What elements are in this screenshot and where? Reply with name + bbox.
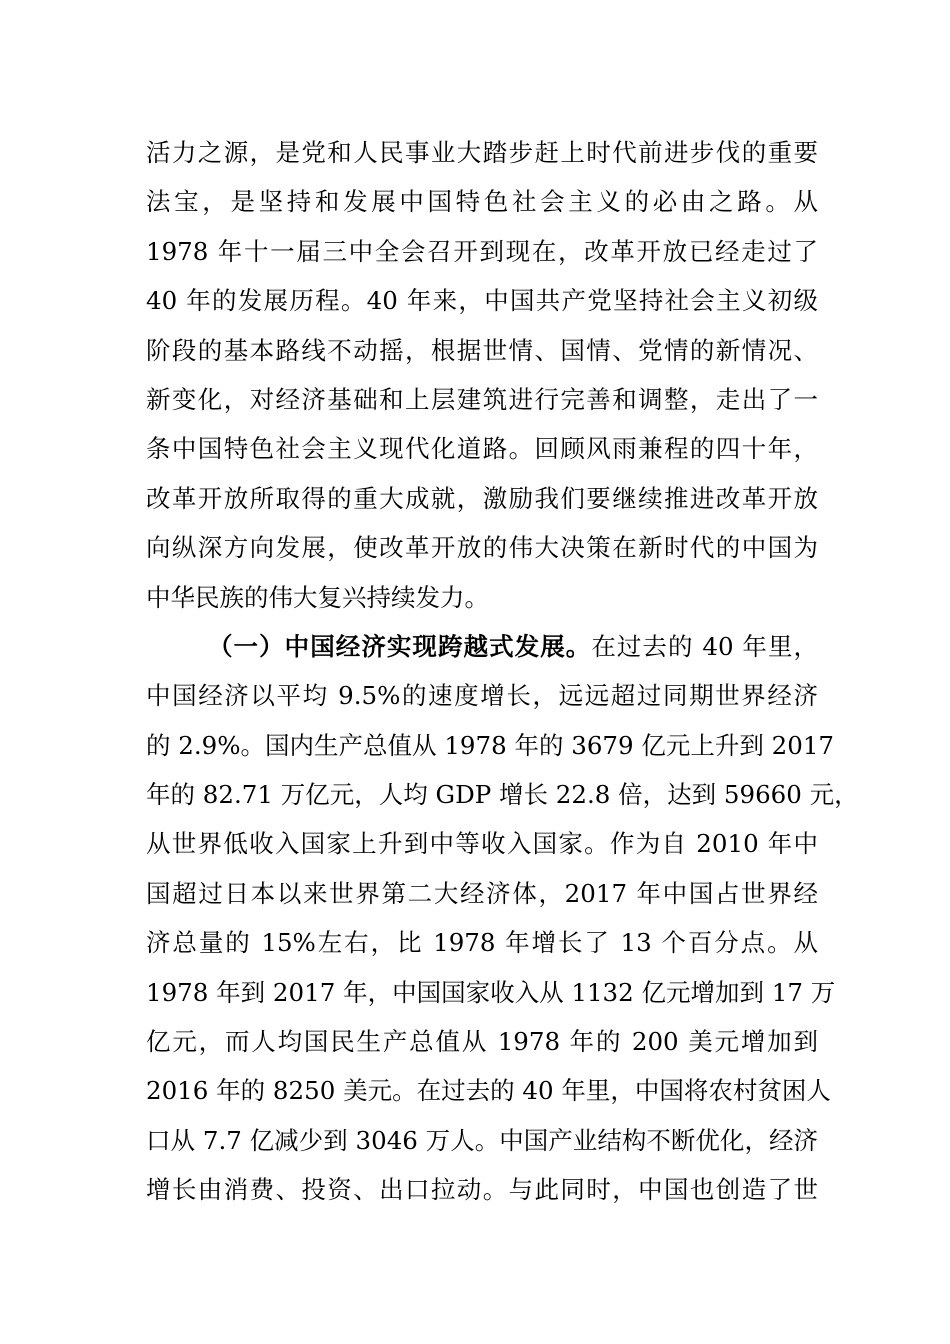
text-line: 年的 82.71 万亿元，人均 GDP 增长 22.8 倍，达到 59660 元，	[146, 780, 859, 810]
text-line: 从世界低收入国家上升到中等收入国家。作为自 2010 年中	[146, 829, 818, 859]
section-heading: （一）中国经济实现跨越式发展。	[208, 631, 592, 661]
text-line: 改革开放所取得的重大成就，激励我们要继续推进改革开放	[146, 483, 818, 513]
text-line: 活力之源，是党和人民事业大踏步赶上时代前进步伐的重要	[146, 138, 818, 167]
text-line: 亿元，而人均国民生产总值从 1978 年的 200 美元增加到	[146, 1027, 818, 1057]
text-line: 向纵深方向发展，使改革开放的伟大决策在新时代的中国为	[146, 533, 818, 563]
text-line: 国超过日本以来世界第二大经济体，2017 年中国占世界经	[146, 878, 818, 908]
heading-line-rest: 在过去的 40 年里，	[591, 631, 818, 661]
text-line: 中国经济以平均 9.5%的速度增长，远远超过同期世界经济	[146, 681, 818, 711]
text-line: 1978 年到 2017 年，中国国家收入从 1132 亿元增加到 17 万	[146, 977, 836, 1007]
text-line: 条中国特色社会主义现代化道路。回顾风雨兼程的四十年，	[146, 434, 818, 464]
text-line: 40 年的发展历程。40 年来，中国共产党坚持社会主义初级	[146, 286, 818, 316]
text-line: 2016 年的 8250 美元。在过去的 40 年里，中国将农村贫困人	[146, 1076, 831, 1106]
text-line: 口从 7.7 亿减少到 3046 万人。中国产业结构不断优化，经济	[146, 1125, 818, 1155]
text-line: 1978 年十一届三中全会召开到现在，改革开放已经走过了	[146, 236, 818, 266]
body-text	[146, 128, 859, 1215]
text-line: 济总量的 15%左右，比 1978 年增长了 13 个百分点。从	[146, 928, 818, 958]
text-line-with-heading	[146, 622, 818, 671]
text-line: 法宝，是坚持和发展中国特色社会主义的必由之路。从	[146, 187, 818, 217]
text-line: 新变化，对经济基础和上层建筑进行完善和调整，走出了一	[146, 384, 818, 414]
text-line: 的 2.9%。国内生产总值从 1978 年的 3679 亿元上升到 2017	[146, 730, 835, 760]
paragraph-reform-significance	[146, 128, 818, 622]
paragraph-economic-development	[146, 622, 859, 1215]
text-line: 阶段的基本路线不动摇，根据世情、国情、党情的新情况、	[146, 335, 818, 365]
text-line: 增长由消费、投资、出口拉动。与此同时，中国也创造了世	[146, 1175, 818, 1205]
text-line: 中华民族的伟大复兴持续发力。	[146, 582, 489, 612]
